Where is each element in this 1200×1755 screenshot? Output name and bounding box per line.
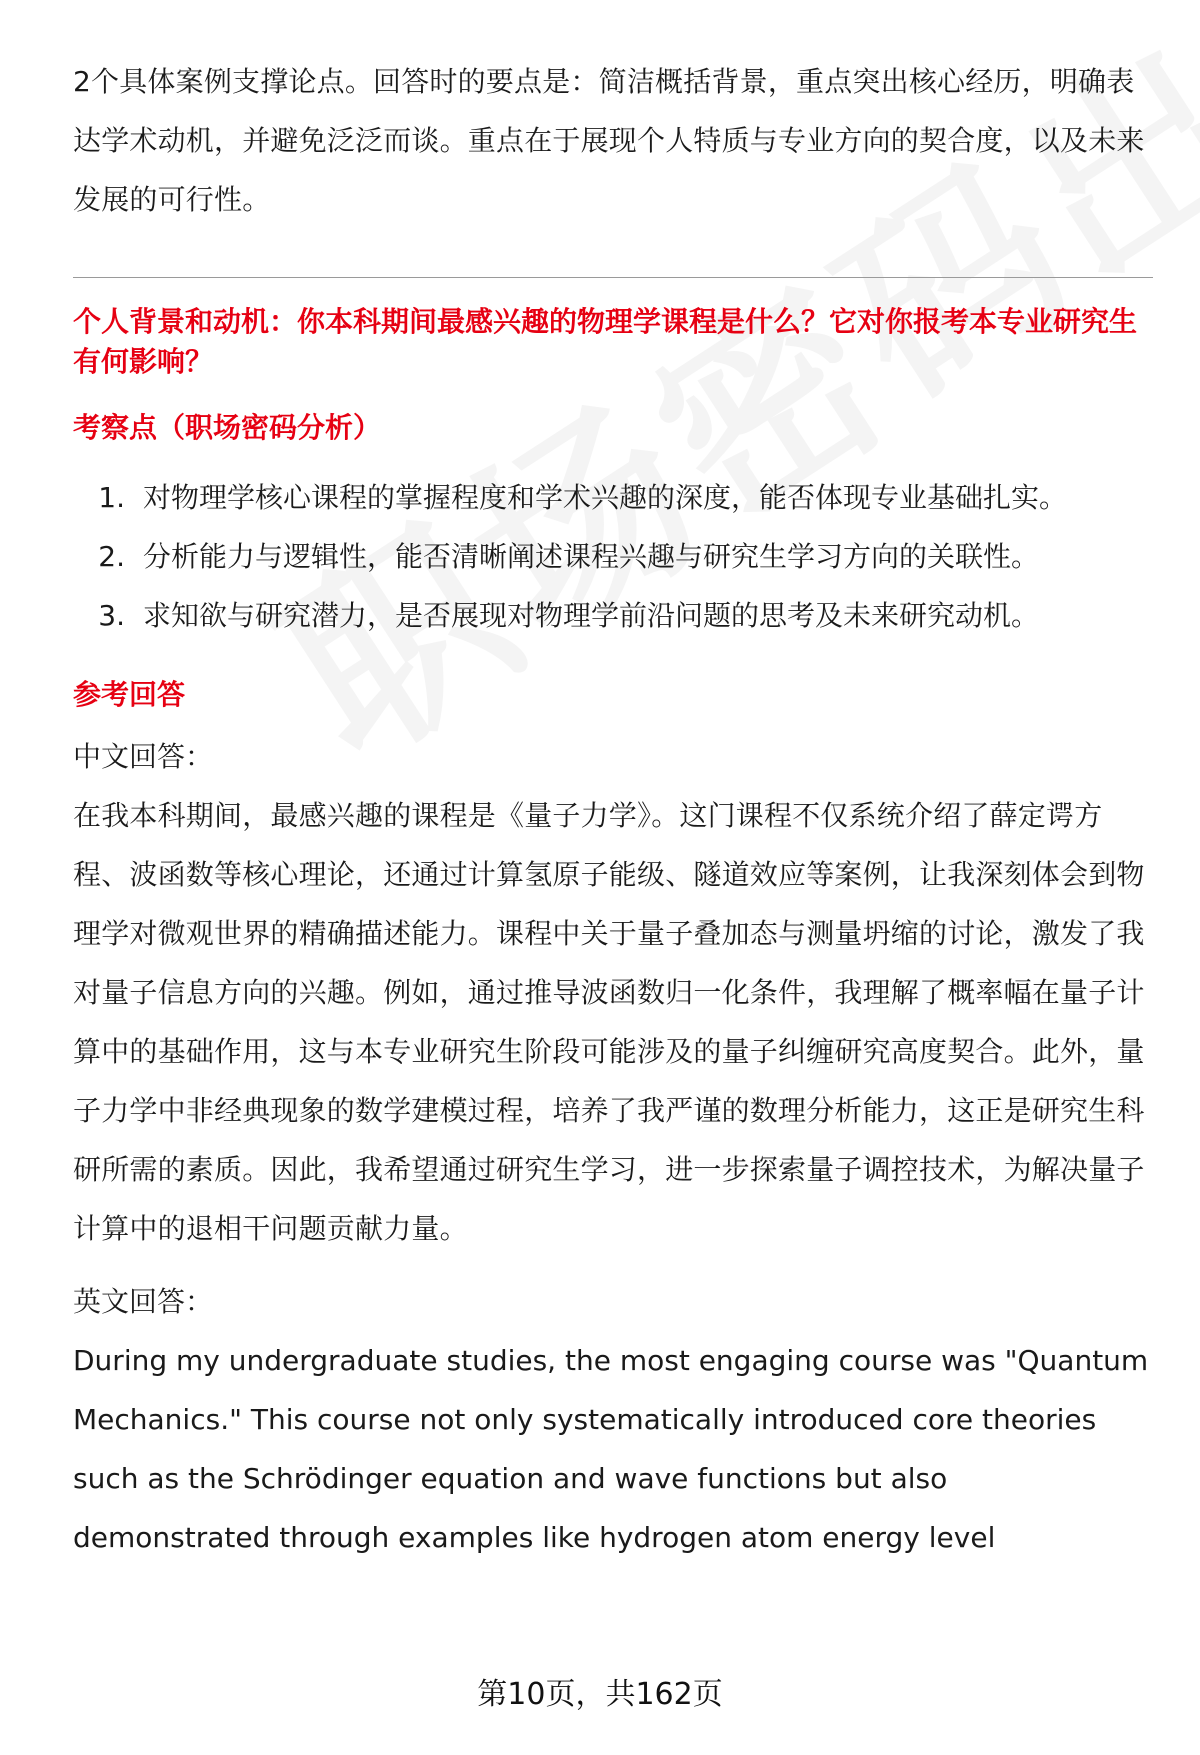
- list-item-number: 1.: [98, 481, 125, 514]
- chinese-answer-label: 中文回答：: [73, 740, 214, 773]
- assessment-points-list: [73, 468, 1153, 645]
- question-title: 个人背景和动机：你本科期间最感兴趣的物理学课程是什么？它对你报考本专业研究生有何影响？: [73, 305, 1138, 378]
- list-item-number: 2.: [98, 540, 125, 573]
- list-item-text: 求知欲与研究潜力，是否展现对物理学前沿问题的思考及未来研究动机。: [143, 599, 1040, 632]
- list-item: [73, 586, 1153, 645]
- page-number: 第10页，共162页: [477, 1677, 723, 1712]
- list-item-text: 分析能力与逻辑性，能否清晰阐述课程兴趣与研究生学习方向的关联性。: [143, 540, 1040, 573]
- list-item: [73, 527, 1153, 586]
- chinese-answer-text: 在我本科期间，最感兴趣的课程是《量子力学》。这门课程不仅系统介绍了薛定谔方程、波函数等核心理论，还通过计算氢原子能级、隧道效应等案例，让我深刻体会到物理学对微观世界的精确描述能力。课程中关于量子叠加态与测量坍缩的讨论，激发了我对量子信息方向的兴趣。例如，通过推导波函数归一化条件，我理解了概率幅在量子计算中的基础作用，这与本专业研究生阶段可能涉及的量子纠缠研究高度契合。此外，量子力学中非经典现象的数学建模过程，培养了我严谨的数理分析能力，这正是研究生科研所需的素质。因此，我希望通过研究生学习，进一步探索量子调控技术，为解决量子计算中的退相干问题贡献力量。: [73, 799, 1145, 1245]
- assessment-heading: 考察点（职场密码分析）: [73, 411, 382, 444]
- english-answer-label: 英文回答：: [73, 1285, 214, 1318]
- intro-paragraph: 2个具体案例支撑论点。回答时的要点是：简洁概括背景，重点突出核心经历，明确表达学术动机，并避免泛泛而谈。重点在于展现个人特质与专业方向的契合度，以及未来发展的可行性。: [73, 65, 1145, 216]
- reference-answer-heading: 参考回答: [73, 678, 186, 711]
- page-content: [73, 52, 1153, 1567]
- section-divider: [73, 277, 1153, 278]
- list-item-number: 3.: [98, 599, 125, 632]
- list-item: [73, 468, 1153, 527]
- english-answer-text: During my undergraduate studies, the most engaging course was "Quantum Mechanics." This course not only systematically introduced core theories such as the Schrödinger equation and wave functions but also demonstrated through examples like hydrogen atom energy level: [73, 1344, 1149, 1554]
- list-item-text: 对物理学核心课程的掌握程度和学术兴趣的深度，能否体现专业基础扎实。: [143, 481, 1068, 514]
